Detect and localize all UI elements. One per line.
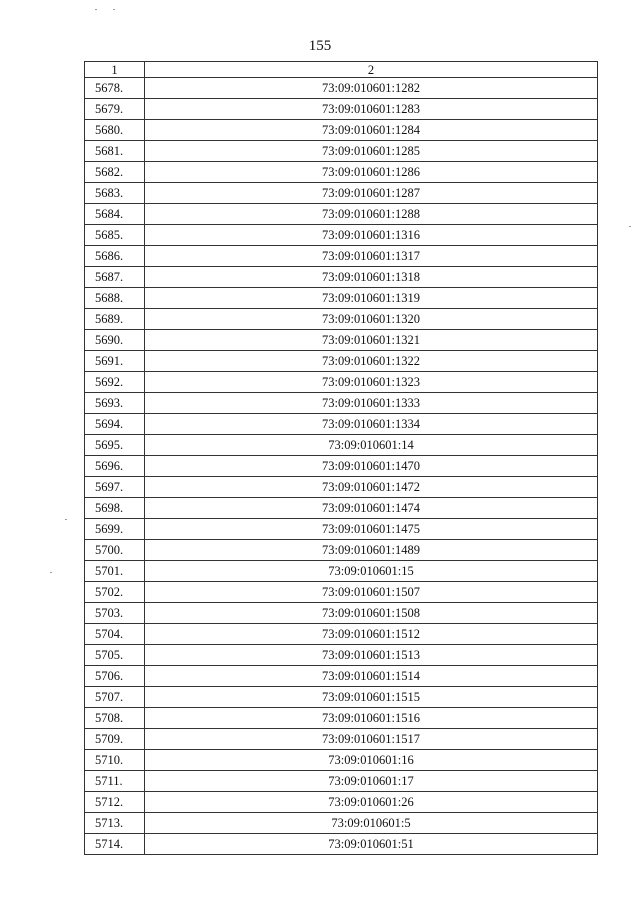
cadastral-number-cell: 73:09:010601:26	[145, 792, 598, 813]
table-row	[85, 813, 598, 834]
table-row	[85, 330, 598, 351]
table-row	[85, 414, 598, 435]
table-row	[85, 309, 598, 330]
row-number-cell: 5709.	[85, 729, 145, 750]
cadastral-number-cell: 73:09:010601:1317	[145, 246, 598, 267]
row-number-cell: 5689.	[85, 309, 145, 330]
cadastral-number-cell: 73:09:010601:1516	[145, 708, 598, 729]
table-row	[85, 162, 598, 183]
scan-speck	[95, 9, 97, 10]
scan-speck	[113, 9, 115, 10]
row-number-cell: 5704.	[85, 624, 145, 645]
cadastral-table	[84, 61, 598, 855]
row-number-cell: 5693.	[85, 393, 145, 414]
row-number-cell: 5694.	[85, 414, 145, 435]
table-row	[85, 372, 598, 393]
cadastral-number-cell: 73:09:010601:1321	[145, 330, 598, 351]
column-header-cadastral-number: 2	[145, 62, 598, 78]
cadastral-number-cell: 73:09:010601:1334	[145, 414, 598, 435]
cadastral-number-cell: 73:09:010601:16	[145, 750, 598, 771]
row-number-cell: 5686.	[85, 246, 145, 267]
cadastral-number-cell: 73:09:010601:1322	[145, 351, 598, 372]
table-row	[85, 477, 598, 498]
page-number: 155	[308, 38, 332, 54]
table-row	[85, 99, 598, 120]
row-number-cell: 5678.	[85, 78, 145, 99]
cadastral-number-cell: 73:09:010601:1284	[145, 120, 598, 141]
row-number-cell: 5698.	[85, 498, 145, 519]
table-row	[85, 183, 598, 204]
row-number-cell: 5701.	[85, 561, 145, 582]
row-number-cell: 5703.	[85, 603, 145, 624]
cadastral-number-cell: 73:09:010601:1472	[145, 477, 598, 498]
table-row	[85, 729, 598, 750]
row-number-cell: 5679.	[85, 99, 145, 120]
scan-speck	[65, 519, 67, 520]
row-number-cell: 5705.	[85, 645, 145, 666]
row-number-cell: 5712.	[85, 792, 145, 813]
row-number-cell: 5708.	[85, 708, 145, 729]
cadastral-number-cell: 73:09:010601:1474	[145, 498, 598, 519]
cadastral-number-cell: 73:09:010601:1285	[145, 141, 598, 162]
row-number-cell: 5690.	[85, 330, 145, 351]
cadastral-number-cell: 73:09:010601:1508	[145, 603, 598, 624]
row-number-cell: 5695.	[85, 435, 145, 456]
row-number-cell: 5680.	[85, 120, 145, 141]
table-row	[85, 582, 598, 603]
table-row	[85, 771, 598, 792]
row-number-cell: 5685.	[85, 225, 145, 246]
row-number-cell: 5713.	[85, 813, 145, 834]
table-row	[85, 204, 598, 225]
cadastral-number-cell: 73:09:010601:1318	[145, 267, 598, 288]
cadastral-number-cell: 73:09:010601:1319	[145, 288, 598, 309]
table-row	[85, 687, 598, 708]
cadastral-number-cell: 73:09:010601:1333	[145, 393, 598, 414]
column-header-number: 1	[85, 62, 145, 78]
row-number-cell: 5707.	[85, 687, 145, 708]
table-row	[85, 603, 598, 624]
table-row	[85, 78, 598, 99]
cadastral-number-cell: 73:09:010601:1323	[145, 372, 598, 393]
table-row	[85, 561, 598, 582]
cadastral-number-cell: 73:09:010601:1507	[145, 582, 598, 603]
table-row	[85, 456, 598, 477]
table-row	[85, 351, 598, 372]
row-number-cell: 5710.	[85, 750, 145, 771]
table-body	[85, 78, 598, 855]
table-row	[85, 498, 598, 519]
row-number-cell: 5711.	[85, 771, 145, 792]
row-number-cell: 5687.	[85, 267, 145, 288]
cadastral-number-cell: 73:09:010601:1320	[145, 309, 598, 330]
table-row	[85, 288, 598, 309]
table-row	[85, 624, 598, 645]
cadastral-number-cell: 73:09:010601:1512	[145, 624, 598, 645]
cadastral-number-cell: 73:09:010601:1286	[145, 162, 598, 183]
row-number-cell: 5688.	[85, 288, 145, 309]
scan-speck	[629, 226, 631, 227]
cadastral-number-cell: 73:09:010601:1514	[145, 666, 598, 687]
table-row	[85, 834, 598, 855]
table-row	[85, 645, 598, 666]
table-row	[85, 267, 598, 288]
row-number-cell: 5702.	[85, 582, 145, 603]
cadastral-number-cell: 73:09:010601:17	[145, 771, 598, 792]
row-number-cell: 5691.	[85, 351, 145, 372]
cadastral-number-cell: 73:09:010601:51	[145, 834, 598, 855]
row-number-cell: 5706.	[85, 666, 145, 687]
cadastral-number-cell: 73:09:010601:1470	[145, 456, 598, 477]
row-number-cell: 5683.	[85, 183, 145, 204]
table-row	[85, 708, 598, 729]
table-row	[85, 519, 598, 540]
table-row	[85, 246, 598, 267]
cadastral-number-cell: 73:09:010601:1282	[145, 78, 598, 99]
cadastral-number-cell: 73:09:010601:1517	[145, 729, 598, 750]
scan-speck	[50, 572, 52, 573]
table-row	[85, 540, 598, 561]
table-row	[85, 435, 598, 456]
table-row	[85, 750, 598, 771]
table-row	[85, 120, 598, 141]
row-number-cell: 5700.	[85, 540, 145, 561]
cadastral-number-cell: 73:09:010601:1489	[145, 540, 598, 561]
table-row	[85, 393, 598, 414]
cadastral-number-cell: 73:09:010601:1513	[145, 645, 598, 666]
cadastral-number-cell: 73:09:010601:1316	[145, 225, 598, 246]
row-number-cell: 5699.	[85, 519, 145, 540]
row-number-cell: 5682.	[85, 162, 145, 183]
row-number-cell: 5692.	[85, 372, 145, 393]
header-row	[85, 62, 598, 78]
row-number-cell: 5684.	[85, 204, 145, 225]
row-number-cell: 5697.	[85, 477, 145, 498]
row-number-cell: 5696.	[85, 456, 145, 477]
cadastral-number-cell: 73:09:010601:1287	[145, 183, 598, 204]
cadastral-number-cell: 73:09:010601:1515	[145, 687, 598, 708]
cadastral-number-cell: 73:09:010601:5	[145, 813, 598, 834]
cadastral-number-cell: 73:09:010601:14	[145, 435, 598, 456]
cadastral-number-cell: 73:09:010601:1288	[145, 204, 598, 225]
table-header	[85, 62, 598, 78]
table-row	[85, 792, 598, 813]
cadastral-number-cell: 73:09:010601:15	[145, 561, 598, 582]
table-row	[85, 225, 598, 246]
row-number-cell: 5714.	[85, 834, 145, 855]
table-row	[85, 141, 598, 162]
table-row	[85, 666, 598, 687]
cadastral-number-cell: 73:09:010601:1283	[145, 99, 598, 120]
row-number-cell: 5681.	[85, 141, 145, 162]
cadastral-number-cell: 73:09:010601:1475	[145, 519, 598, 540]
